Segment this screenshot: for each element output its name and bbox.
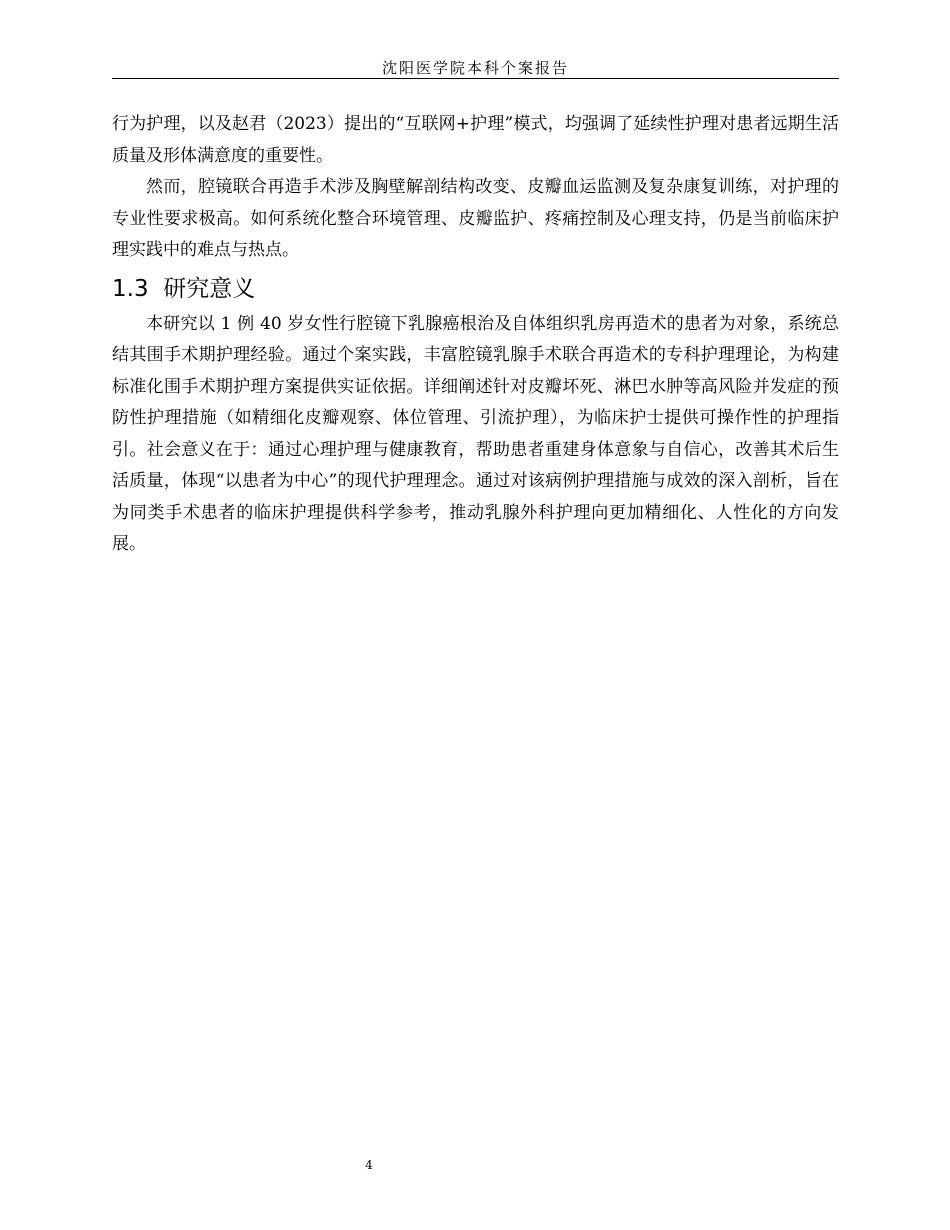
page-header — [112, 58, 839, 79]
paragraph-continuation: 行为护理，以及赵君（2023）提出的“互联网+护理”模式，均强调了延续性护理对患者远期生活质量及形体满意度的重要性。 — [112, 114, 839, 166]
section-title: 研究意义 — [163, 275, 256, 302]
header-title: 沈阳医学院本科个案报告 — [381, 59, 569, 77]
paragraph-difficulty: 然而，腔镜联合再造手术涉及胸壁解剖结构改变、皮瓣血运监测及复杂康复训练，对护理的专业性要求极高。如何系统化整合环境管理、皮瓣监护、疼痛控制及心理支持，仍是当前临床护理实践中的难点与热点。 — [112, 177, 839, 260]
section-number: 1.3 — [112, 275, 149, 302]
section-heading — [112, 271, 839, 307]
document-body — [112, 109, 839, 561]
paragraph-significance: 本研究以 1 例 40 岁女性行腔镜下乳腺癌根治及自体组织乳房再造术的患者为对象，系统总结其围手术期护理经验。通过个案实践，丰富腔镜乳腺手术联合再造术的专科护理理论，为构建标准化围手术期护理方案提供实证依据。详细阐述针对皮瓣坏死、淋巴水肿等高风险并发症的预防性护理措施（如精细化皮瓣观察、体位管理、引流护理），为临床护士提供可操作性的护理指引。社会意义在于：通过心理护理与健康教育，帮助患者重建身体意象与自信心，改善其术后生活质量，体现“以患者为中心”的现代护理理念。通过对该病例护理措施与成效的深入剖析，旨在为同类手术患者的临床护理提供科学参考，推动乳腺外科护理向更加精细化、人性化的方向发展。 — [112, 313, 839, 554]
page-number: 4 — [365, 1158, 373, 1172]
